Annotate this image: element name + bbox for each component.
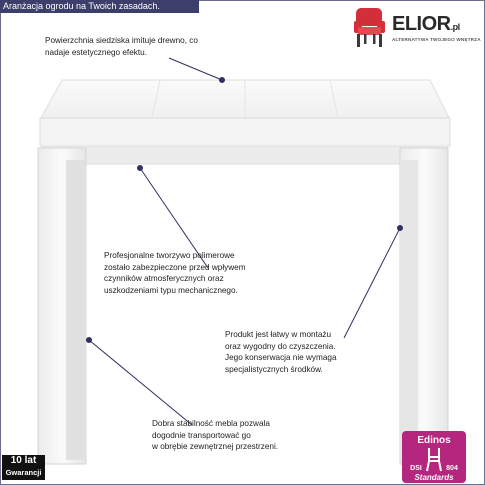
callout-material bbox=[104, 250, 294, 296]
callout-line: uszkodzeniami typu mechanicznego. bbox=[104, 285, 238, 295]
callout-surface bbox=[45, 35, 275, 58]
logo-name: ELIOR bbox=[392, 13, 451, 35]
logo-tagline: ALTERNATYWA TWOJEGO WNĘTRZA bbox=[392, 37, 481, 42]
warranty-years: 10 lat bbox=[10, 455, 37, 466]
warranty-badge bbox=[2, 455, 45, 480]
edinos-standards-badge bbox=[402, 431, 466, 483]
callout-line: w obrębie zewnętrznej przestrzeni. bbox=[152, 442, 279, 451]
callout-line: specjalistycznych środków. bbox=[225, 364, 323, 374]
callout-line: oraz wygodny do czyszczenia. bbox=[225, 341, 336, 351]
callout-line: czynników atmosferycznych oraz bbox=[104, 274, 224, 283]
callout-line: zostało zabezpieczone przed wpływem bbox=[104, 262, 246, 272]
callout-line: nadaje estetycznego efektu. bbox=[45, 47, 147, 57]
callout-line: Powierzchnia siedziska imituje drewno, co bbox=[45, 36, 198, 45]
logo-suffix: .pl bbox=[450, 22, 460, 32]
callout-line: Produkt jest łatwy w montażu bbox=[225, 330, 332, 339]
edinos-name: Edinos bbox=[417, 435, 451, 446]
callout-stability bbox=[152, 418, 327, 453]
callout-line: Jego konserwacja nie wymaga bbox=[225, 353, 337, 362]
top-banner: Aranżacja ogrodu na Twoich zasadach. bbox=[0, 0, 199, 13]
callout-line: Dobra stabilność mebla pozwala bbox=[152, 419, 270, 428]
callout-assembly bbox=[225, 329, 400, 375]
edinos-standards: Standards bbox=[414, 473, 454, 482]
edinos-dsi: DSI bbox=[410, 465, 422, 472]
warranty-label: Gwarancji bbox=[5, 468, 42, 477]
edinos-code: 804 bbox=[446, 465, 458, 472]
callout-line: Profesjonalne tworzywo polimerowe bbox=[104, 251, 235, 260]
callout-line: dogodnie transportować go bbox=[152, 430, 251, 440]
